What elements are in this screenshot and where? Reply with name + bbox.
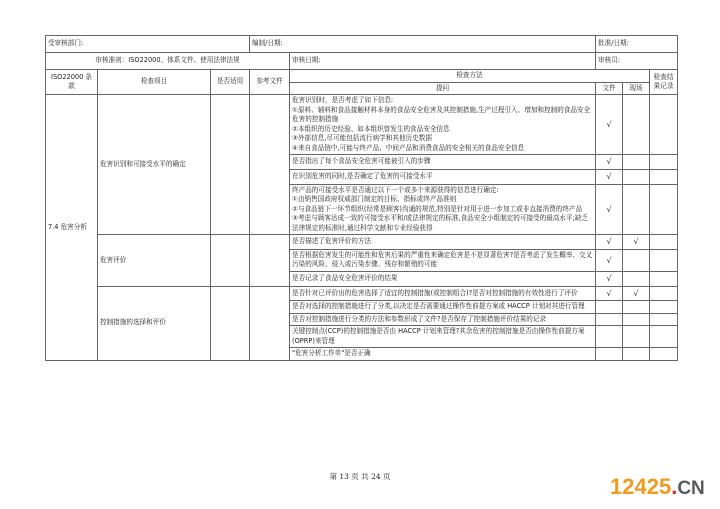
result-header: 检查结果记录 bbox=[650, 70, 678, 95]
doc-check-mark: √ bbox=[596, 95, 623, 155]
doc-check-mark: √ bbox=[596, 184, 623, 235]
approve-date-cell: 批准/日期: bbox=[596, 36, 678, 53]
check-item-name: 危害评价 bbox=[98, 235, 211, 286]
question-cell: 是否根据危害发生的可能性和危害后果的严重性来确定危害是不是显著危害?是否考虑了发生概率、交叉污染的风险、侵入或污染步骤、残存和繁殖的可能 bbox=[290, 249, 596, 271]
result-record-cell bbox=[650, 271, 678, 286]
doc-check-mark: √ bbox=[596, 169, 623, 184]
question-cell: 关键控制点(CCP)的控制措施是否由 HACCP 计划来管理?其余危害的控制措施是否由操作性前提方案(OPRP)来管理 bbox=[290, 326, 596, 348]
applicable-cell bbox=[211, 286, 250, 360]
result-record-cell bbox=[650, 286, 678, 301]
site-check-mark bbox=[623, 326, 650, 348]
applicable-header: 是否适用 bbox=[211, 70, 250, 95]
doc-check-mark bbox=[596, 326, 623, 348]
method-header: 检查方法 bbox=[290, 70, 650, 83]
applicable-cell bbox=[211, 95, 250, 235]
doc-check-mark: √ bbox=[596, 286, 623, 301]
site-check-mark: √ bbox=[623, 286, 650, 301]
site-check-mark bbox=[623, 155, 650, 170]
question-cell: 在识别危害的同时,是否确定了危害的可接受水平 bbox=[290, 169, 596, 184]
site-check-mark bbox=[623, 271, 650, 286]
question-cell: "危害分析工作单"是否正确 bbox=[290, 348, 596, 361]
table-row bbox=[46, 95, 678, 155]
check-item-name: 控制措施的选择和评价 bbox=[98, 286, 211, 360]
ref-doc-cell bbox=[250, 95, 290, 235]
ref-header: 参考文件 bbox=[250, 70, 290, 95]
question-cell: 是否对控制措施进行分类的方法和参数形成了文件?是否保存了控制措施评价结果的记录 bbox=[290, 313, 596, 326]
result-record-cell bbox=[650, 95, 678, 155]
section-clause: 7.4 危害分析 bbox=[46, 95, 98, 361]
doc-check-mark: √ bbox=[596, 249, 623, 271]
site-check-mark bbox=[623, 348, 650, 361]
doc-check-mark bbox=[596, 313, 623, 326]
doc-check-mark: √ bbox=[596, 271, 623, 286]
item-header: 检查项目 bbox=[98, 70, 211, 95]
question-cell: 危害识别时，是否考虑了如下信息: ①原料、辅料和食品接触材料本身的食品安全危害及其控制措施,生产过程引入、增加和控制的食品安全危害的控制措施 ②本组织的历史经验、如本组织曾发生的食品安全信息 ③外部信息,尽可能包括流行病学和其他历史数据 ④来自食品链中,可能与终产品、中间产品和消费食品的安全相关的食品安全信息 bbox=[290, 95, 596, 155]
table-row bbox=[46, 286, 678, 301]
clause-header: ISO22000 条款 bbox=[46, 70, 98, 95]
site-header: 现场 bbox=[623, 82, 650, 95]
doc-header: 文件 bbox=[596, 82, 623, 95]
site-check-mark: √ bbox=[623, 235, 650, 250]
audit-date-cell: 审核日期: bbox=[290, 53, 596, 70]
site-check-mark bbox=[623, 313, 650, 326]
question-cell: 是否描述了危害评价的方法 bbox=[290, 235, 596, 250]
result-record-cell bbox=[650, 249, 678, 271]
question-cell: 是否指出了每个食品安全危害可能被引入的步骤 bbox=[290, 155, 596, 170]
site-check-mark bbox=[623, 249, 650, 271]
ref-doc-cell bbox=[250, 286, 290, 360]
result-record-cell bbox=[650, 169, 678, 184]
auditor-cell: 审核员: bbox=[596, 53, 678, 70]
result-record-cell bbox=[650, 313, 678, 326]
result-record-cell bbox=[650, 235, 678, 250]
audit-checklist-table bbox=[45, 35, 678, 361]
result-record-cell bbox=[650, 326, 678, 348]
applicable-cell bbox=[211, 235, 250, 286]
editor-date-cell: 编制/日期: bbox=[250, 36, 596, 53]
result-record-cell bbox=[650, 184, 678, 235]
ref-doc-cell bbox=[250, 235, 290, 286]
question-cell: 是否记录了食品安全危害评价的结果 bbox=[290, 271, 596, 286]
site-check-mark bbox=[623, 169, 650, 184]
doc-check-mark bbox=[596, 348, 623, 361]
site-check-mark bbox=[623, 301, 650, 314]
site-check-mark bbox=[623, 95, 650, 155]
dept-cell: 受审核部门: bbox=[46, 36, 250, 53]
question-cell: 是否针对已评价出的危害选择了适宜的控制措施(或控制组合)?是否对控制措施的有效性进行了评价 bbox=[290, 286, 596, 301]
result-record-cell bbox=[650, 155, 678, 170]
table-row bbox=[46, 235, 678, 250]
question-cell: 终产品的可接受水平是否通过以下一个或多个来源获得的信息进行确定: ①由销售国政府权威部门制定的目标、指标或终产品准则 ②与食品链下一环节组织(经常是顾客)沟通的规范,特别是针对用于进一步加工或非直接消费的终产品 ③考虑与顾客达成一致的可接受水平和/或法律规定的标准,食品安全小组制定的可接受的最高水平;缺乏法律规定的标准时,通过科学文献和专业经验获得 bbox=[290, 184, 596, 235]
doc-check-mark: √ bbox=[596, 155, 623, 170]
site-watermark-logo: 12425.CN bbox=[610, 474, 705, 499]
question-cell: 是否对选择的控制措施进行了分类,以决定是否需要通过操作性前提方案或 HACCP 计划对其进行管理 bbox=[290, 301, 596, 314]
question-header: 提问 bbox=[290, 82, 596, 95]
doc-check-mark: √ bbox=[596, 235, 623, 250]
site-check-mark bbox=[623, 184, 650, 235]
doc-check-mark bbox=[596, 301, 623, 314]
result-record-cell bbox=[650, 348, 678, 361]
check-item-name: 危害识别和可接受水平的确定 bbox=[98, 95, 211, 235]
result-record-cell bbox=[650, 301, 678, 314]
criteria-cell: 审核准则：ISO22000、体系文件、使用法律法规 bbox=[46, 53, 290, 70]
page-footer: 第 13 页 共 24 页 bbox=[329, 472, 391, 481]
